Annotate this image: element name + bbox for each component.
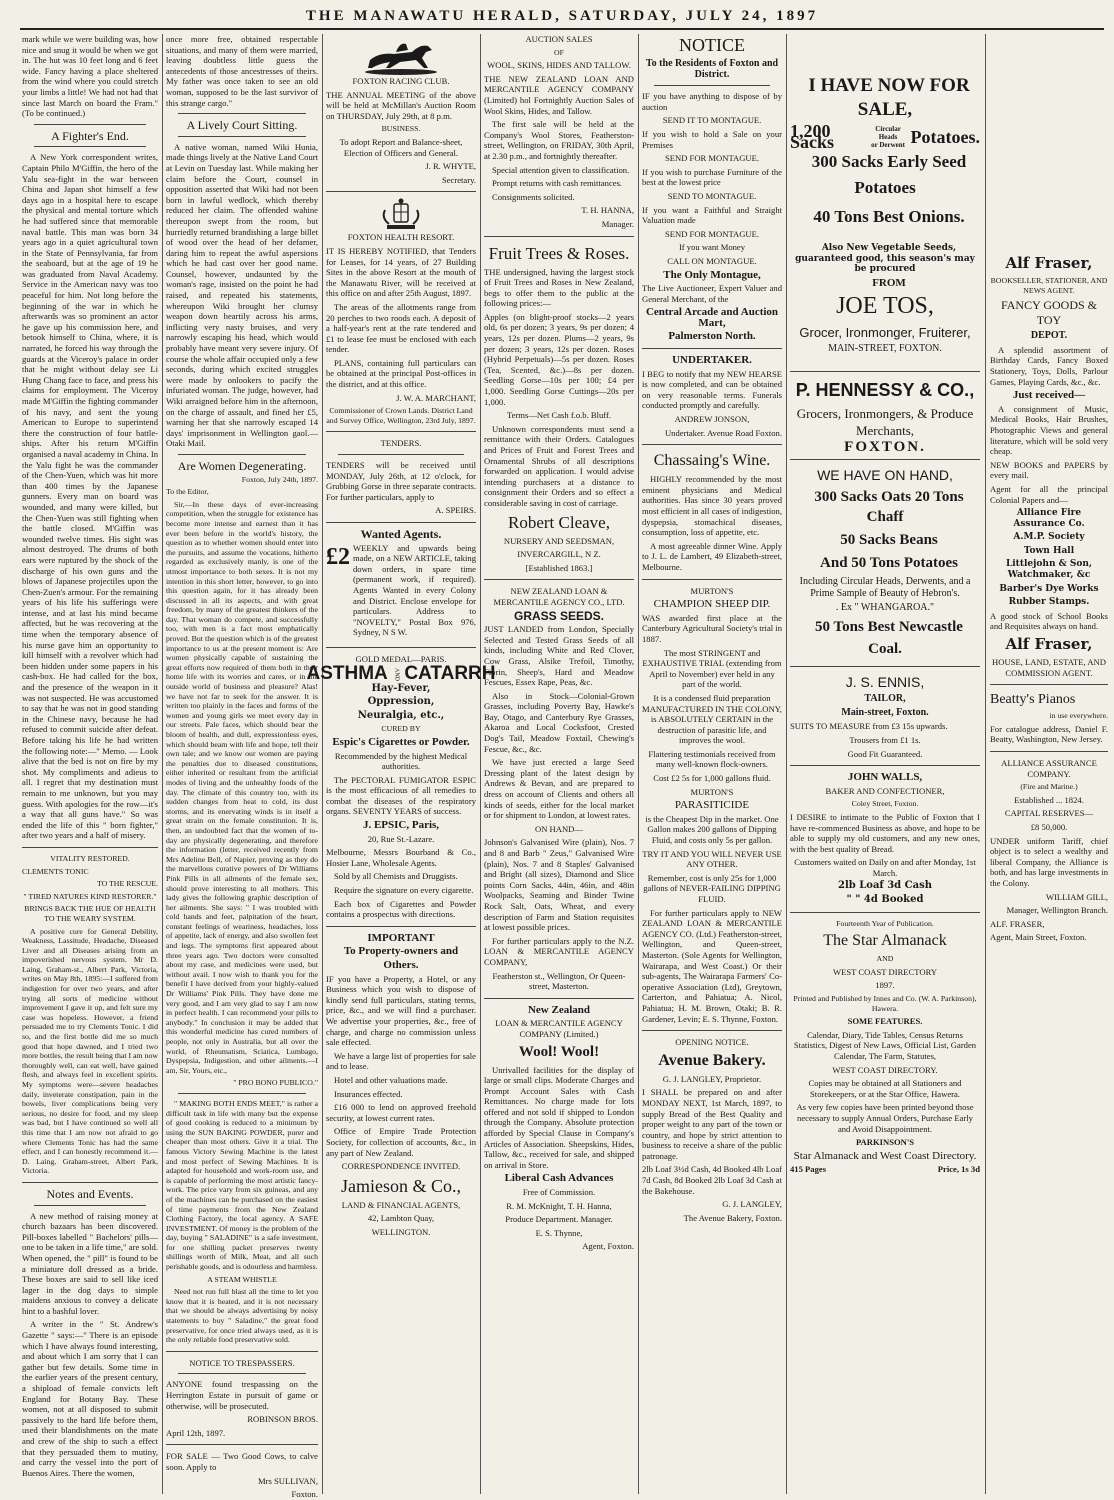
ad-title: Alf Fraser, bbox=[1005, 635, 1093, 654]
ad-item: Town Hall bbox=[1023, 545, 1075, 556]
ad-text: AND bbox=[876, 954, 894, 964]
ad-title: Potatoes. bbox=[910, 126, 980, 147]
ad-text: Trousers from £1 1s. bbox=[849, 734, 921, 745]
ad-heading: Liberal Cash Advances bbox=[504, 1172, 614, 1185]
ad-text: THE undersigned, having the largest stock of Fruit Trees and Roses in New Zealand, begs to offer them to the public at the following prices:— bbox=[484, 266, 634, 309]
ad-title: Beatty's Pianos bbox=[990, 692, 1076, 708]
column-rule bbox=[638, 34, 639, 1494]
ad-text: WELLINGTON. bbox=[371, 1226, 431, 1237]
ad-text: Need not run full blast all the time to let you know that it is heated, and it is not necessary that we should be always advertising by noisy statements to buy " Saladine," the great food preservative, for once tried always used, as it is the only reliable food preservative sold. bbox=[166, 1287, 318, 1345]
notice-text: IT IS HEREBY NOTIFIED, that Tenders for Leases, for 14 years, of 27 Building Sites in the above Resort at the mouth of the Manawatu River, will be received at this office on and after 25th August, 1897. bbox=[326, 245, 476, 299]
column-4 bbox=[484, 34, 634, 1494]
ad-item: A.M.P. Society bbox=[1013, 532, 1085, 543]
ad-text: A positive cure for General Debility, Weakness, Lassitude, Headache, Diseased Liver and all Diseases arising from an impoverished nervous system. Mr D. Laing, Graham-st., Albert Park, Victoria, writes on May 8th, 1895:—I suffered from indigestion for over two years, and after trying all sorts of medicine without improvement I gave it up, and felt sure my case was hopeless. However, a friend persuaded me to try Clements Tonic. I did so, and the first bottle did me so much good that hope dawned, and I tried two more bottles, the result being that I am now thoroughly well, can eat well, have gained flesh, and always feel in excellent spirits. My symptoms were—severe headaches daily, inveterate constipation, pain in the bowels, liver complications being very serious, no desire for food, and my sleep was bad, but I have continued so well all this time that I am now not afraid to go where Clements Tonic has had the same effect, and I can honestly recommend it.—D. Laing, Graham-street, Albert Park, Victoria. bbox=[22, 926, 158, 1176]
ad-text: Flattering testimonials received from many well-known flock-owners. bbox=[648, 748, 776, 770]
ad-text: Insurances effected. bbox=[334, 1088, 403, 1099]
notice-heading: To the Residents of Foxton and District. bbox=[645, 58, 779, 80]
ad-subtitle: FOXTON. bbox=[844, 438, 926, 455]
ad-title: Wool! Wool! bbox=[518, 1043, 600, 1060]
ad-text: 2lb Loaf 3½d Cash, 4d Booked 4lb Loaf 7d Cash, 8d Booked 2lb Loaf 3d Cash at the Bakehouse. bbox=[642, 1164, 782, 1196]
article-text: once more free, obtained respectable situations, and many of them were married, leaving doubtless little guess the antecedents of those ancestresses of theirs. My father was once taken to see an old woman, supposed to be the last survivor of this strange cargo." bbox=[166, 34, 318, 108]
ad-text: WEEKLY and upwards being made, on a NEW ARTICLE, taking down orders, in spare time (permanent work, if required). Agents Wanted in every Colony and District. Enclose envelope for particulars. Address to "NOVELTY," Postal Box 976, Sydney, N S W. bbox=[353, 542, 476, 638]
ad-heading: WE HAVE ON HAND, bbox=[817, 466, 953, 483]
column-rule bbox=[480, 34, 481, 1494]
ad-address: Main-street, Foxton. bbox=[841, 706, 929, 718]
ad-text: As very few copies have been printed beyond those necessary to supply Annual Orders, Purchase Early and Avoid Disappointment. bbox=[796, 1102, 974, 1134]
masthead: THE MANAWATU HERALD, SATURDAY, JULY 24, 1897 bbox=[20, 6, 1104, 30]
ad-heading: TO THE RESCUE. bbox=[96, 879, 158, 889]
ad-item: Barber's Dye Works bbox=[999, 583, 1099, 594]
ad-signature: WILLIAM GILL, bbox=[1045, 891, 1108, 902]
ad-text: Copies may be obtained at all Stationers and Storekeepers, or at the Star Office, Hawera. bbox=[808, 1078, 962, 1099]
ad-text: FROM bbox=[872, 276, 906, 289]
ad-title: Star Almanack and West Coast Directory. bbox=[793, 1149, 977, 1162]
ad-title: Fruit Trees & Roses. bbox=[488, 243, 630, 263]
notice-callout: SEND TO MONTAGUE. bbox=[667, 190, 757, 201]
notice-text: PLANS, containing full particulars can be obtained at the principal Post-offices in the district, and at this office. bbox=[326, 357, 476, 390]
ad-text: £8 50,000. bbox=[1030, 821, 1068, 832]
coat-of-arms-icon bbox=[379, 198, 423, 232]
ad-text: SUITS TO MEASURE from £3 15s upwards. bbox=[790, 721, 948, 732]
ad-heading: OPENING NOTICE. bbox=[675, 1037, 749, 1048]
ad-text: The PECTORAL FUMIGATOR ESPIC is the most efficacious of all remedies to combat the diseases of the respiratory organs. SEVENTY YEARS of success. bbox=[326, 774, 476, 817]
ad-title: And 50 Tons Potatoes bbox=[820, 554, 958, 571]
ad-heading: WOOL, SKINS, HIDES AND TALLOW. bbox=[487, 60, 631, 71]
ad-subtitle: in use everywhere. bbox=[1049, 711, 1108, 721]
ad-text: is the Cheapest Dip in the market. One Gallon makes 200 gallons of Dipping Fluid, and costs only 5s per gallon. bbox=[645, 813, 779, 846]
ad-title: JOE TOS, bbox=[836, 293, 934, 320]
ad-text: Hotel and other valuations made. bbox=[334, 1074, 448, 1085]
ad-text: Melbourne, Messrs Bourband & Co., Hosier Lane, Wholesale Agents. bbox=[326, 847, 476, 868]
ad-text: IF you have a Property, a Hotel, or any Business which you wish to dispose of kindly send full particulars, stating terms, price, &c., and we will find a purchaser. We advertise your properties, &c., free of charge, and charge no commission unless sale effected. bbox=[326, 973, 476, 1048]
ad-text: The most STRINGENT and EXHAUSTIVE TRIAL (extending from April to November) ever held in any part of the world. bbox=[642, 647, 782, 690]
ad-role: Agent, Main Street, Foxton. bbox=[990, 932, 1087, 943]
ad-subtitle: WEST COAST DIRECTORY bbox=[832, 966, 938, 977]
notice-heading: Central Arcade and Auction Mart, bbox=[645, 306, 779, 329]
ad-subtitle: Oppression, bbox=[367, 696, 435, 708]
ad-text: Johnson's Galvanised Wire (plain), Nos. 7 and 8 and Barb " Zeus," Galvanised Wire (plain), Nos. 7 and 8 Staples' Galvanised and Bright (all sizes), Diamond and Slice points Corn Sacks, 44in, 46in, and 48in Woolpacks, Seaming and Binder Twine Rock Salt, Oats, Wheat, and every description of Farm and Station requisites at lowest possible prices. bbox=[484, 837, 634, 933]
ad-signature: T. H. HANNA, bbox=[581, 205, 634, 216]
article-text: mark while we were building was, how nice and snug it would be when we got in. The hut was 10 feet long and 6 feet wide. Fancy having a place sheltered from the wind where you could stretch your limbs a little! We had not had that since last March on board the Fram." (To be continued.) bbox=[22, 34, 158, 119]
ad-heading: MURTON'S bbox=[690, 585, 734, 596]
ad-text: UNDER uniform Tariff, chief object is to select a wealthy and liberal Company, the Alliance is both, and has large investments in the Colony. bbox=[990, 835, 1108, 888]
letter-signature: " PRO BONO PUBLICO." bbox=[233, 1078, 318, 1088]
column-rule bbox=[322, 34, 323, 1494]
ad-text: Calendar, Diary, Tide Tables, Census Returns Statistics, Digest of New Laws, Official List, Garden Calendar, The Farm, Statutes, bbox=[793, 1029, 977, 1061]
ad-subtitle: BOOKSELLER, STATIONER, AND NEWS AGENT. bbox=[990, 276, 1108, 295]
notice-text: If you wish to hold a Sale on your Premises bbox=[642, 128, 782, 150]
notice-callout: SEND FOR MONTAGUE. bbox=[664, 228, 760, 239]
notice-heading: The Only Montague, bbox=[663, 268, 761, 281]
ad-subtitle: Grocer, Ironmonger, Fruiterer, bbox=[799, 325, 971, 341]
notice-signature: J. R. WHYTE, bbox=[425, 161, 476, 172]
classified-text: FOR SALE — Two Good Cows, to calve soon. Apply to bbox=[166, 1451, 318, 1472]
ad-text: 20, Rue St.-Lazare. bbox=[367, 833, 435, 844]
ad-title: The Star Almanack bbox=[823, 932, 947, 950]
ad-title: Espic's Cigarettes or Powder. bbox=[332, 735, 470, 748]
ad-title: CHAMPION SHEEP DIP. bbox=[653, 598, 771, 611]
ad-text: Terms—Net Cash f.o.b. Bluff. bbox=[506, 410, 612, 421]
ad-text: Office of Empire Trade Protection Society, for collection of accounts, &c., in any part of New Zealand. bbox=[326, 1126, 476, 1158]
ad-title: 40 Tons Best Onions. bbox=[813, 207, 965, 226]
ad-text: JUST LANDED from London, Specially Selected and Tested Grass Seeds of all kinds, including White and Red Clover, Cow Grass, Alsike Trefoil, Timothy, Fiorin, Sheep's, Hard and Meadow Fescues, Essex Rape, Peas, &c. bbox=[484, 624, 634, 688]
ad-text: Good Fit Guaranteed. bbox=[847, 748, 923, 759]
ad-role: Manager, Wellington Branch. bbox=[1006, 905, 1108, 916]
ad-title: Robert Cleave, bbox=[508, 512, 610, 532]
ad-text: £16 000 to lend on approved freehold security, at lowest current rates. bbox=[326, 1102, 476, 1123]
ad-text: Cost £2 5s for 1,000 gallons fluid. bbox=[653, 773, 771, 784]
ad-subtitle: 1897. bbox=[875, 980, 895, 991]
article-text: A writer in the " St. Andrew's Gazette " says:—" There is an episode which I have always found interesting, and about which I am sorry that I can gather but few details. Some time in the earlier years of the present century, a shipload of female convicts left England for Botany Bay. These women, not at all disposed to submit passively to the hard life before them, used their blandishments on the mate and crew of the ship to such a effect that they persuaded them to mutiny, and carry the vessel into the port of Buenos Aires. There the women, bbox=[22, 1319, 158, 1478]
ad-text: 415 Pages bbox=[790, 1164, 827, 1175]
ad-title: PARASITICIDE bbox=[674, 799, 750, 812]
ad-heading: MURTON'S bbox=[690, 786, 734, 797]
ad-title: 1,200 Sacks bbox=[790, 121, 835, 152]
ad-text: HIGHLY recommended by the most eminent physicians and Medical authorities. Has since 30 years proved most efficient in all cases of indigestion, dyspepsia, stomachical diseases, consumption, loss of appetite, etc. bbox=[642, 474, 782, 538]
ad-title: AND bbox=[393, 667, 400, 681]
ad-text: For further particulars apply to NEW ZEALAND LOAN & MERCANTILE AGENCY CO. (Ltd.) Featherston-street, Wellington, and Queen-street, Masterton. (Sole Agents for Wellington, Wairarapa, and West Coast.) Or their sub-agents, The Wairarapa Farmers' Co-operative Association (Ltd), Greytown, Carterton, and Pahiatua; A. Nicol, Pahiatua; H. M. Brown, Otaki; B. R. Gardener, Levin; E. S. Thynne, Foxton. bbox=[642, 907, 782, 1024]
ad-title: ASTHMA bbox=[306, 662, 388, 684]
ad-heading: DEPOT. bbox=[1030, 330, 1068, 342]
notice-title: NOTICE bbox=[679, 35, 745, 55]
column-7 bbox=[990, 34, 1108, 1494]
notice-callout: SEND IT TO MONTAGUE. bbox=[662, 115, 762, 126]
notice-heading: FOXTON HEALTH RESORT. bbox=[347, 232, 455, 243]
notice-text: The areas of the allotments range from 20 perches to two roods each. A deposit of a half-year's rent at the rate tendered and £1 to lease fee must be enclosed with each tender. bbox=[326, 301, 476, 355]
ad-text: Also New Vegetable Seeds, guaranteed good, this season's may be procured bbox=[795, 243, 975, 275]
ad-variety: Circular Heads bbox=[875, 125, 901, 141]
article-heading: A Lively Court Sitting. bbox=[186, 118, 298, 133]
ad-address: Coley Street, Foxton. bbox=[851, 799, 919, 809]
ad-text: Including Circular Heads, Derwents, and a Prime Sample of Beauty of Hebron's. bbox=[799, 575, 971, 599]
ad-price: " " 4d Booked bbox=[846, 894, 924, 906]
ad-heading: Wanted Agents. bbox=[360, 527, 442, 541]
ad-heading: SOME FEATURES. bbox=[847, 1016, 923, 1027]
classified-signature: Mrs SULLIVAN, bbox=[257, 1475, 318, 1486]
ad-title: Jamieson & Co., bbox=[341, 1175, 461, 1196]
column-rule bbox=[985, 34, 986, 1494]
ad-text: Unrivalled facilities for the display of large or small clips. Moderate Charges and Prompt Account Sales with Cash Remittances. No charge made for lots offered and not sold if shipped to London through the Company. Absolute protection afforded by Special Clause in Company's Articles of Association. Sheepskins, Hides, Tallow, &c., received for sale, and shipped on arrival in Store. bbox=[484, 1064, 634, 1170]
ad-text: Remember, cost is only 25s for 1,000 gallons of NEVER-FAILING DIPPING FLUID. bbox=[643, 872, 781, 904]
notice-callout: SEND FOR MONTAGUE. bbox=[664, 153, 760, 164]
ad-item: Littlejohn & Son, Watchmaker, &c bbox=[1005, 559, 1093, 581]
ad-text: A most agreeable dinner Wine. Apply to J. L. de Lambert, 49 Elizabeth-street, Melbourne. bbox=[642, 540, 782, 572]
letter-salutation: To the Editor, bbox=[166, 487, 209, 497]
ad-subtitle: (Fire and Marine.) bbox=[1020, 782, 1078, 792]
ad-amount: £2 bbox=[326, 543, 350, 570]
ad-heading: A STEAM WHISTLE bbox=[207, 1274, 277, 1284]
notice-role: Secretary. bbox=[441, 174, 476, 185]
ad-text: LAND & FINANCIAL AGENTS, bbox=[341, 1199, 461, 1210]
article-text: A native woman, named Wiki Hunia, made things lively at the Native Land Court at Levin on Tuesday last. While making her claim before the Court, counsel in opposition asserted that Wiki had not been born in lawful wedlock, which thereby reduced her claim. The offended wahine thereupon swept from the room, but hurriedly returned brandishing a large billet of wood over the head of her defamer, daring him to repeat the awful aspersions which he had cast over her good name. Counsel, however, undaunted by the woman's rage, insisted on the point he had raised, and repeated his statements, whereupon Wiki brought her clumsy weapon down heartily across his arms, inflicting very nasty bruises, and very narrowly escaping his head, which would probably have meant very severe injury. Of course the whole affair occupied only a few seconds, during which excited struggles were made by onlookers to pacify the infuriated woman. The judge, however, had Wiki arraigned before him in the afternoon, on the charge of assault, and fined her £5, warning her that she narrowly escaped 14 days' imprisonment in Wellington gaol.—Otaki Mail. bbox=[166, 141, 318, 449]
ad-text: WAS awarded first place at the Canterbury Agricultural Society's trial in 1887. bbox=[642, 612, 782, 644]
ad-item: Alliance Fire Assurance Co. bbox=[1013, 508, 1085, 529]
ad-text: The first sale will be held at the Company's Wool Stores, Featherston-street, Wellington, on FRIDAY, 30th April, at 2.30 p.m., and fortnightly thereafter. bbox=[484, 119, 634, 161]
ad-text: I BEG to notify that my NEW HEARSE is now completed, and can be obtained on very reasonable terms. Funerals conducted promptly and carefully. bbox=[642, 368, 782, 411]
ad-heading: VITALITY RESTORED. bbox=[50, 853, 130, 863]
ad-text: CURED BY bbox=[381, 724, 421, 734]
article-heading: Are Women Degenerating. bbox=[177, 458, 307, 473]
ad-subtitle: Grocers, Ironmongers, & Produce Merchants, bbox=[796, 405, 974, 438]
classified-place: Foxton. bbox=[291, 1489, 318, 1500]
ad-title: 50 Sacks Beans bbox=[840, 531, 938, 548]
ad-text: Sold by all Chemists and Druggists. bbox=[334, 871, 458, 882]
notice-callout: CALL ON MONTAGUE. bbox=[667, 255, 757, 266]
ad-title: Alf Fraser, bbox=[1005, 254, 1093, 272]
ad-text: CAPITAL RESERVES— bbox=[1004, 808, 1094, 819]
notice-heading: TENDERS. bbox=[380, 438, 422, 449]
ad-text: Free of Commission. bbox=[522, 1187, 596, 1198]
ad-heading: UNDERTAKER. bbox=[672, 354, 752, 367]
ad-role: Undertaker. Avenue Road Foxton. bbox=[664, 427, 782, 438]
column-6 bbox=[790, 34, 980, 1494]
ad-text: A consignment of Music, Medical Books, Hair Brushes, Photographic Views and general literature, which will be sold very cheap. bbox=[990, 403, 1108, 457]
ad-title: GRASS SEEDS. bbox=[513, 608, 605, 623]
ad-heading: " TIRED NATURES KIND RESTORER." bbox=[23, 891, 157, 901]
notice-text: THE ANNUAL MEETING of the above will be held at McMillan's Auction Room on THURSDAY, July 29th, at 8 p.m. bbox=[326, 89, 476, 121]
ad-text: INVERCARGILL, N Z. bbox=[517, 549, 601, 560]
ad-text: Recommended by the highest Medical authorities. bbox=[334, 750, 468, 772]
ad-heading: ALLIANCE ASSURANCE COMPANY. bbox=[1001, 758, 1097, 779]
notice-text: ANYONE found trespassing on the Herrington Estate in pursuit of game or otherwise, will be prosecuted. bbox=[166, 1379, 318, 1411]
notice-text: The Live Auctioneer, Expert Valuer and General Merchant, of the bbox=[642, 283, 782, 304]
ad-signature: R. M. McKnight, T. H. Hanna, bbox=[506, 1200, 612, 1211]
notice-role: Commissioner of Crown Lands. District Land and Survey Office, Wellington, 23rd July, 1897. bbox=[326, 406, 476, 425]
notice-text: TENDERS will be received until MONDAY, July 26th, at 12 o'clock, for Grubbing Gorse in three separate contracts. For further particulars, apply to bbox=[326, 460, 476, 502]
ad-text: Require the signature on every cigarette. bbox=[334, 885, 474, 896]
ad-title: 50 Tons Best Newcastle Coal. bbox=[815, 619, 963, 658]
notice-text: To adopt Report and Balance-sheet, Election of Officers and General. bbox=[339, 136, 463, 158]
ad-role: Manager. bbox=[601, 218, 634, 229]
ad-signature: ANDREW JONSON, bbox=[674, 414, 750, 425]
ad-title: J. S. ENNIS, bbox=[845, 674, 925, 691]
ad-text: A splendid assortment of Birthday Cards, Fancy Boxed Stationery, Toys, Dolls, Parlour Games, Playing Cards, &c., &c. bbox=[990, 344, 1108, 387]
ad-subheading: ON HAND— bbox=[535, 823, 583, 834]
ad-heading: NEW ZEALAND LOAN & MERCANTILE AGENCY CO., LTD. bbox=[493, 586, 625, 607]
notice-signature: A. SPEIRS. bbox=[435, 505, 476, 516]
ad-text: G. J. LANGLEY, Proprietor. bbox=[662, 1073, 762, 1084]
notice-text: If you want a Faithful and Straight Valuation made bbox=[642, 204, 782, 226]
ad-text: I SHALL be prepared on and after MONDAY NEXT, 1st March, 1897, to supply Bread of the Best Quality and proper weight to any part of the town or country, and hope by strict attention to business to receive a share of the public patronage. bbox=[642, 1087, 782, 1161]
ad-heading: OF bbox=[554, 47, 564, 57]
notice-text: IF you have anything to dispose of by auction bbox=[642, 91, 782, 112]
ad-heading: BRINGS BACK THE HUE OF HEALTH TO THE WEARY SYSTEM. bbox=[24, 904, 156, 923]
ad-text: Special attention given to classification. bbox=[492, 164, 630, 175]
notice-signature: J. W. A. MARCHANT, bbox=[396, 392, 476, 403]
ad-role: Produce Department. Manager. bbox=[505, 1214, 613, 1225]
ad-heading: Others. bbox=[383, 959, 419, 971]
ad-price: Price, 1s 3d bbox=[937, 1164, 980, 1175]
ad-heading: GOLD MEDAL—PARIS. bbox=[355, 653, 447, 664]
notice-subheading: BUSINESS. bbox=[381, 124, 421, 134]
ad-text: For catalogue address, Daniel F. Beatty, Washington, New Jersey. bbox=[990, 723, 1108, 745]
ad-heading: Just received— bbox=[1012, 389, 1086, 402]
notice-signature: ROBINSON BROS. bbox=[247, 1414, 318, 1425]
notice-text: If you want Money bbox=[678, 242, 746, 253]
ad-text: We have a large list of properties for sale and to lease. bbox=[326, 1050, 476, 1072]
ad-title: 300 Sacks Oats 20 Tons Chaff bbox=[814, 488, 964, 525]
ad-title: P. HENNESSY & CO., bbox=[795, 379, 975, 400]
ad-text: CORRESPONDENCE INVITED. bbox=[341, 1161, 461, 1172]
article-heading: Notes and Events. bbox=[46, 1186, 134, 1201]
ad-text: Also in Stock—Colonial-Grown Grasses, including Poverty Bay, Hawke's Bay, Otago, and Canterbury Rye Grasses, Akaroa and Local Cocksfoot, Crested Dog's Tail, Meadow Foxtail, Chewing's Fescue, &c., &c. bbox=[484, 690, 634, 754]
ad-text: Printed and Published by Innes and Co. (W. A. Parkinson), Hawera. bbox=[793, 994, 977, 1013]
ad-text: We have just erected a large Seed Dressing plant of the latest design by Andrews & Bevan, and are prepared to dress on account of Clients and others all kinds of seeds, either for the local market or for shipment to London, at lowest rates. bbox=[484, 757, 634, 821]
column-3 bbox=[306, 34, 496, 1494]
letter-text: Sir,—In these days of ever-increasing competition, when the struggle for existence has become more intense and earnest than it has ever been before in the world's history, the question as to whether women should enter into the pursuits, and assume the vocations, hitherto regarded as exclusively manly, is one of the utmost importance to both sexes. It is not my intention in this short letter, however, to go into this question again, for it has already been discussed in all its aspects, and with great freedom, by many of the greatest thinkers of the day. That woman do compete, and successfully too, with men is a fact most emphatically proved. But the question which is of the greatest importance to us at the present moment is: Are women physically capable of sustaining the great efforts now required of them both in their home life with its worries and cares, or in the outside world of business and pleasure? Alas! we have not far to seek for the answer. It is written too plainly in the faces and forms of the women and young girls we meet every day in our streets. Pale faces, which should bear the bloom of health, and dull, expressionless eyes, which should beam with life and hope, tell their own tale; and we know our women are paying the penalties due to diseased constitutions, either inherited or resultant from the artificial modes of living and the unhealthy foods of the day. The climate of this country too, with its sudden changes from heat to cold, its dust storms, and its enervating winds is in itself a great strain on the female constitution. It is, then, an undoubted fact that the women of to-day are physically degenerating, and therefore the information (letter, received recently from Mrs Adeline Bell, of Napier, proving as they do the marvellous curative powers of Dr Williams Pink Pills in all ailments of the female sex, should prove interesting to all mothers. This lady gives the following graphic description of her ailments. She says: " I was troubled with cold hands and feet, palpitation of the heart, constant feelings of weariness, headaches, loss of appetite, lack of energy, and also swollen feet and legs. The symptoms first appeared about three years ago. Two doctors were consulted about my case, and medicines were used, but without avail. I now wish to thank you for the benefit I have derived from your highly-valued Dr Williams' Pink Pills. They have done me very good, and I am very glad to say I am now in perfect health. I can recommend your pills to anybody." In conclusion it may be added that this wonderful medicine has cured numbers of people, not only in Australia, but all over the world, of Rheumatism, Sciatica, Lumbago, Dyspepsia, Indigestion, and other ailments.—I am, Sir, Yours, etc., bbox=[166, 499, 318, 1075]
ad-title: JOHN WALLS, bbox=[847, 771, 923, 784]
ad-role: Agent, Foxton. bbox=[582, 1241, 634, 1252]
ad-title: J. EPSIC, Paris, bbox=[362, 819, 440, 832]
ad-text: " MAKING BOTH ENDS MEET," is rather a difficult task in life with many but the expense of good cooking is reduced to a minimum by using the SUN BAKING POWDER, purer and cheaper than most others. Give it a trial. The famous Victory Sewing Machine is the latest and most perfect of Sewing Machines. It is adapted for household and work-room use, and is capable of performing the most artistic fancy-work. The price vary from six guineas, and any of the machines can be purchased on the easiest of time payments from the New Zealand Clothing Factory, the local agency. A SAFE INVESTMENT. Of money is the problem of the day, buying " SALADINE" is a safe investment, for one shilling packet preserves twenty shillings worth of Milk, Meat, and all such perishable goods, and is odourless and harmless. bbox=[166, 1098, 318, 1272]
column-rule bbox=[786, 34, 787, 1494]
column-5 bbox=[642, 34, 782, 1494]
ad-text: Fourteenth Year of Publication. bbox=[836, 918, 934, 928]
ad-signature: E. S. Thynne, bbox=[535, 1227, 583, 1238]
ad-subtitle: HOUSE, LAND, ESTATE, AND COMMISSION AGENT. bbox=[992, 657, 1106, 678]
letter-date: Foxton, July 24th, 1897. bbox=[241, 474, 318, 484]
ad-subtitle: TAILOR, bbox=[864, 693, 906, 705]
ad-subtitle: BAKER AND CONFECTIONER, bbox=[825, 785, 945, 796]
ad-text: Featherston st., Wellington, Or Queen-street, Masterton. bbox=[492, 970, 626, 992]
ad-text: Unknown correspondents must send a remittance with their Orders. Catalogues and Prices of Fruit and Forest Trees and Ornamental Shrubs of all descriptions forwarded on application. I would advise intending purchasers at a distance to consignment their Orders and so effect a considerable saving in cost of carriage. bbox=[484, 423, 634, 508]
ad-text: Each box of Cigarettes and Powder contains a prospectus with directions. bbox=[326, 898, 476, 920]
ad-subtitle: Neuralgia, etc., bbox=[357, 709, 445, 721]
ad-text: For further particulars apply to the N.Z. LOAN & MERCANTILE AGENCY COMPANY, bbox=[484, 935, 634, 967]
notice-heading: NOTICE TO TRESPASSERS. bbox=[189, 1357, 295, 1368]
ad-item: Rubber Stamps. bbox=[1008, 597, 1090, 608]
ad-subtitle: Hay-Fever, bbox=[371, 682, 431, 694]
ad-title: I HAVE NOW FOR SALE, bbox=[808, 75, 970, 120]
notice-heading: Palmerston North. bbox=[668, 330, 756, 343]
ad-title: CATARRH bbox=[404, 662, 496, 684]
ad-heading: New Zealand bbox=[527, 1003, 591, 1016]
column-1 bbox=[22, 34, 158, 1494]
article-text: A New York correspondent writes, Captain Philo M'Giffin, the hero of the Yalu sea-fight in the war between China and Japan shot himself a few days ago in a hospital here to escape the physical and mental torture which he had suffered since that memorable naval battle. This man was born 34 years ago in a quiet agricultural town in the State of Pennsylvania, far from the seaboard, but at the age of 19 he was graduated from Naval Academy. Service in the American navy was too peaceful for him. Not long before the beginning of the war in which he afterwards was so prominent an actor he gave up his commission here, and betook himself to China, where, it is narrated, he forced his way through the guards at the Viceroy's palace in order that he might without delay see Li Hung Chang face to face, and press his claims for employment. The Viceroy made M'Giffin the fighting commander of his navy, and sent the young American to Europe to superintend there the construction of four battle-ships. After his return M'Giffin organised a naval academy in China. In the Yalu fight he was the commander of the Chen-Yuen, which was hit more than 400 times by the Japanese gunners. Every man on board was wounded, and many were killed, but the Chen-Yuen was still fighting when the battle closed. M'Giffin was wounded twelve times. His sight was almost destroyed. The drums of both ears were ruptured by the shock of the discharge of his own guns and the blows of Japanese projectiles upon the Chen-Zuen's armour. For the remaining years of his life his sufferings were intense, and at last his mind became affected, but he was recovering at the time when the temporary absence of his nurse gave him an opportunity to kill himself with a revolver which had been hidden under some papers in his cash-box. He had called for the box, and the presence of the weapon in it was not suspected. He was accustomed to say that he was not in good standing in the Chinese navy, because he had refused to commit suicide after defeat. Before taking his life he had written the following note:—" Memo. — Look alive that the bed is not on fire by my shot. My compliments and adieus to all. I regret that my destination must remain to me unknown, but you may guess. With apologies for the row—it's a way that all guns have." So was ended the life of this " born fighter," after two years and a half of misery. bbox=[22, 152, 158, 841]
ad-heading: IMPORTANT bbox=[367, 931, 435, 944]
ad-text: . Ex " WHANGAROA." bbox=[835, 601, 935, 613]
ad-heading: FANCY GOODS & TOY bbox=[1000, 298, 1097, 328]
ad-variety: or Derwent bbox=[871, 141, 905, 149]
ad-text: 42, Lambton Quay, bbox=[367, 1213, 435, 1224]
ad-text: Consignments solicited. bbox=[492, 191, 575, 202]
ad-heading: To Property-owners and bbox=[343, 945, 459, 958]
ad-heading: CLEMENTS TONIC bbox=[22, 866, 89, 876]
ad-price: 2lb Loaf 3d Cash bbox=[838, 880, 932, 892]
ad-text: LOAN & MERCANTILE AGENCY COMPANY (Limited.) bbox=[495, 1018, 623, 1039]
ad-text: A good stock of School Books and Requisites always on hand. bbox=[990, 610, 1108, 632]
ad-role: The Avenue Bakery, Foxton. bbox=[683, 1212, 782, 1223]
ad-text: Established ... 1824. bbox=[1014, 794, 1084, 805]
column-rule bbox=[162, 34, 163, 1494]
notice-text: If you wish to purchase Furniture of the best at the lowest price bbox=[642, 166, 782, 188]
ad-address: MAIN-STREET, FOXTON. bbox=[828, 343, 942, 355]
column-2 bbox=[166, 34, 318, 1500]
ad-text: Customers waited on Daily on and after Monday, 1st March. bbox=[794, 857, 976, 878]
ad-text: Apples (on blight-proof stocks—2 years old, 6s per dozen; 3 years, 9s per dozen; 4 years, 12s per dozen. Plums—2 years, 9s per dozen; 3 years, 12s per dozen. Roses (Hybrid Perpetuals)—5s per dozen. Roses (Tea, Scented, &c.)—8s per dozen. Seedling Gorse—10s per 100; £4 per 1,000. Seedling Gorse Cuttings—20s per 1,000. bbox=[484, 311, 634, 407]
ad-text: NEW BOOKS and PAPERS by every mail. bbox=[990, 459, 1108, 481]
ad-title: Avenue Bakery. bbox=[658, 1051, 766, 1069]
ad-text: It is a condensed fluid preparation MANUFACTURED IN THE COLONY, is ABSOLUTELY CERTAIN in the destruction of parasitic life, and improves the wool. bbox=[642, 692, 782, 746]
ad-text: I DESIRE to intimate to the Public of Foxton that I have re-commenced Business as above, and hope to be able to supply my old customers, and any new ones, with the best quality of Bread. bbox=[790, 811, 980, 854]
notice-date: April 12th, 1897. bbox=[166, 1427, 226, 1438]
ad-text: TRY IT AND YOU WILL NEVER USE ANY OTHER. bbox=[642, 848, 782, 870]
ad-text: WEST COAST DIRECTORY. bbox=[832, 1064, 938, 1075]
ad-text: Prompt returns with cash remittances. bbox=[492, 178, 623, 189]
ad-text: Agent for all the principal Colonial Papers and— bbox=[990, 483, 1108, 505]
notice-heading: FOXTON RACING CLUB. bbox=[352, 76, 450, 86]
racehorse-icon bbox=[356, 34, 446, 76]
ad-heading: AUCTION SALES bbox=[525, 34, 593, 44]
ad-text: THE NEW ZEALAND LOAN AND MERCANTILE AGENCY COMPANY (Limited) hol Fortnightly Auction Sales of Wool Skins, Hides, and Tallow. bbox=[484, 73, 634, 116]
article-heading: A Fighter's End. bbox=[51, 128, 129, 143]
ad-text: [Established 1863.] bbox=[525, 562, 593, 573]
ad-heading: PARKINSON'S bbox=[855, 1137, 915, 1148]
article-text: A new method of raising money at church bazaars has been discovered. Pill-boxes labelled " Bachelors' pills—one to be taken in a life time," are sold. When opened, the " pill" is found to be a miniature doll dressed as a bride. These boxes are said to sell like iced lager in the dog days to simple maidens anxious to convey a delicate hint to a bashful lover. bbox=[22, 1210, 158, 1316]
ad-signature: G. J. LANGLEY, bbox=[722, 1199, 782, 1210]
ad-text: NURSERY AND SEEDSMAN, bbox=[503, 535, 615, 546]
ad-title: Chassaing's Wine. bbox=[653, 452, 771, 470]
ad-signature: ALF. FRASER, bbox=[990, 918, 1045, 929]
ad-title: 300 Sacks Early Seed Potatoes bbox=[811, 152, 967, 197]
